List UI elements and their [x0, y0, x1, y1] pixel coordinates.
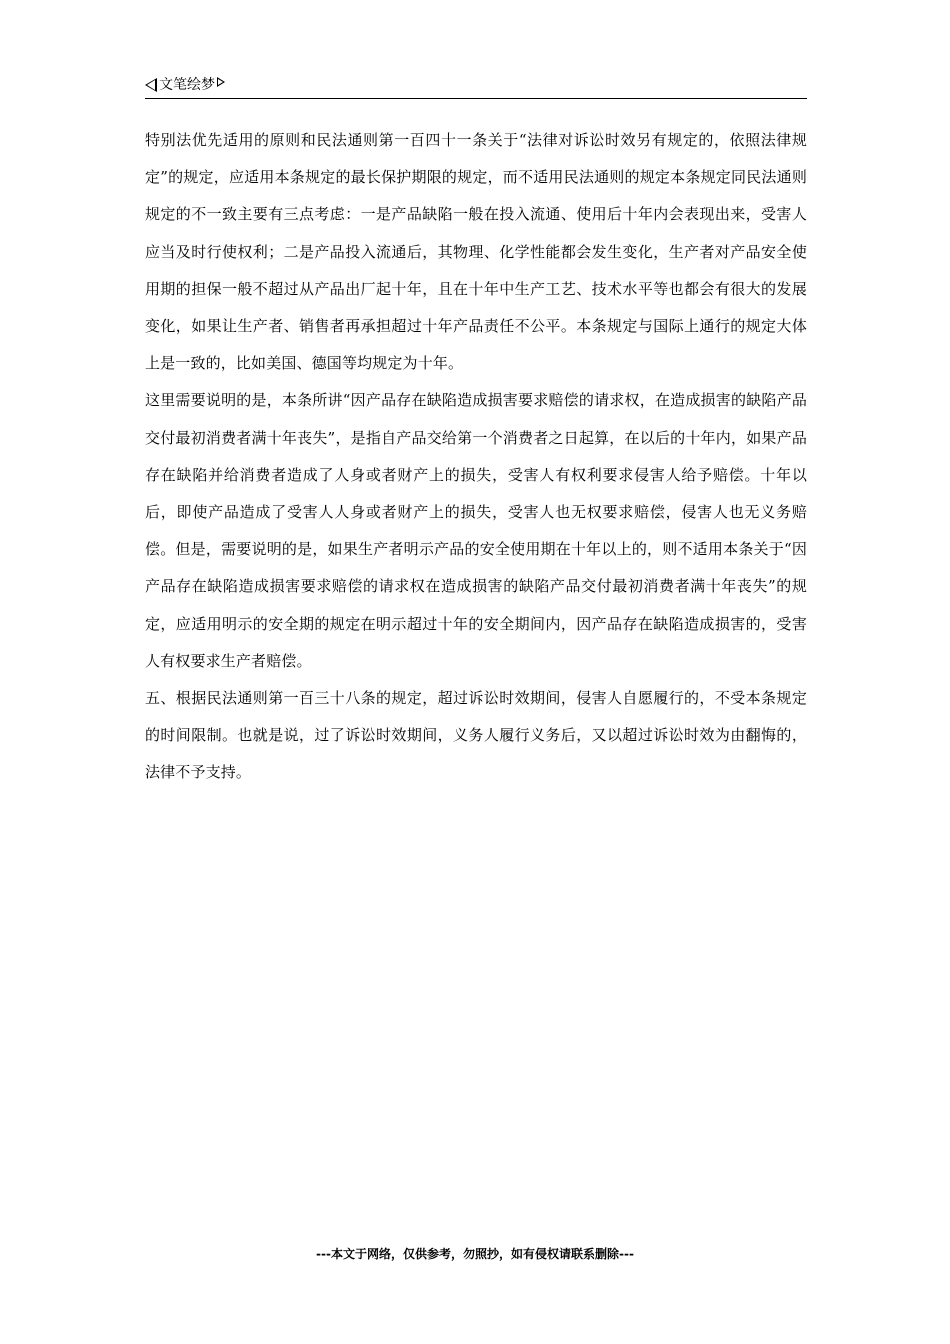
- paragraph-3: 五、根据民法通则第一百三十八条的规定，超过诉讼时效期间，侵害人自愿履行的，不受本条规定的时间限制。也就是说，过了诉讼时效期间，义务人履行义务后，又以超过诉讼时效为由翻悔的，法律不予支持。: [145, 689, 807, 782]
- paragraph-2: 这里需要说明的是，本条所讲“因产品存在缺陷造成损害要求赔偿的请求权，在造成损害的缺陷产品交付最初消费者满十年丧失”，是指自产品交给第一个消费者之日起算，在以后的十年内，如果产品存在缺陷并给消费者造成了人身或者财产上的损失，受害人有权利要求侵害人给予赔偿。十年以后，即使产品造成了受害人人身或者财产上的损失，受害人也无权要求赔偿，侵害人也无义务赔偿。但是，需要说明的是，如果生产者明示产品的安全使用期在十年以上的，则不适用本条关于“因产品存在缺陷造成损害要求赔偿的请求权在造成损害的缺陷产品交付最初消费者满十年丧失”的规定，应适用明示的安全期的规定在明示超过十年的安全期间内，因产品存在缺陷造成损害的，受害人有权要求生产者赔偿。: [145, 391, 807, 670]
- header-title-group: [145, 76, 225, 94]
- page-header: [145, 74, 807, 99]
- triangle-left-outline-icon: [145, 78, 157, 92]
- triangle-right-outline-icon: [217, 77, 225, 87]
- paragraph-1: 特别法优先适用的原则和民法通则第一百四十一条关于“法律对诉讼时效另有规定的，依照法律规定”的规定，应适用本条规定的最长保护期限的规定，而不适用民法通则的规定本条规定同民法通则规定的不一致主要有三点考虑：一是产品缺陷一般在投入流通、使用后十年内会表现出来，受害人应当及时行使权利；二是产品投入流通后，其物理、化学性能都会发生变化，生产者对产品安全使用期的担保一般不超过从产品出厂起十年，且在十年中生产工艺、技术水平等也都会有很大的发展变化，如果让生产者、销售者再承担超过十年产品责任不公平。本条规定与国际上通行的规定大体上是一致的，比如美国、德国等均规定为十年。: [145, 131, 807, 373]
- header-title: 文笔绘梦: [159, 77, 215, 93]
- document-body: [145, 122, 807, 792]
- footer-notice: ---本文于网络，仅供参考，勿照抄，如有侵权请联系删除---: [316, 1247, 634, 1261]
